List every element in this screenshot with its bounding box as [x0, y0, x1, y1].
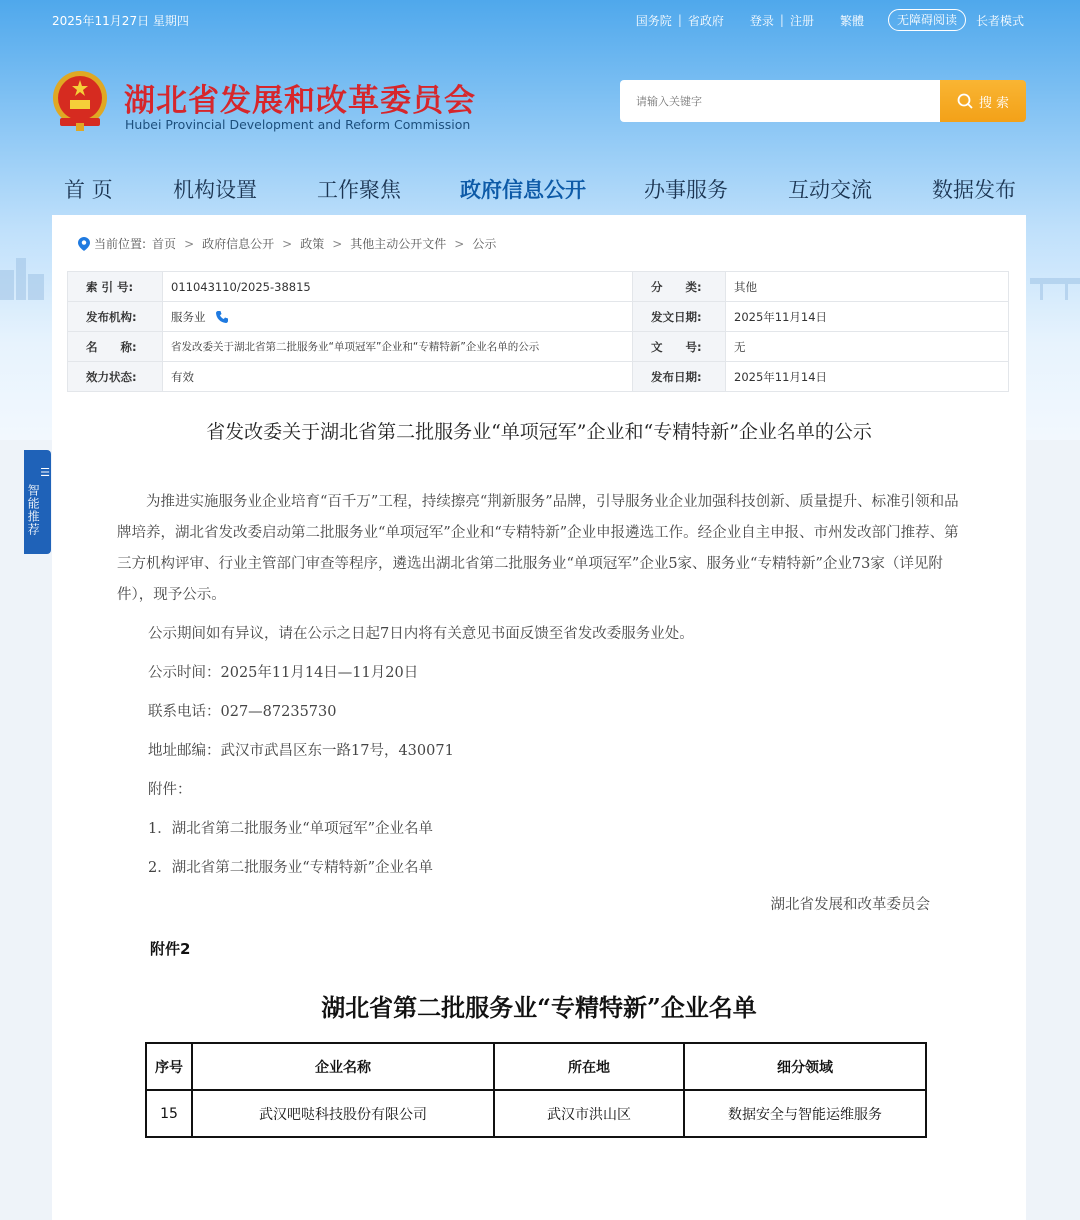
site-title-english: Hubei Provincial Development and Reform Commission	[125, 117, 471, 132]
divider: |	[779, 13, 784, 27]
nav-home[interactable]: 首 页	[64, 178, 113, 202]
attachment-title: 湖北省第二批服务业“专精特新”企业名单	[321, 993, 757, 1022]
attachment-link-2[interactable]: 2．湖北省第二批服务业“专精特新”企业名单	[148, 860, 434, 876]
breadcrumb-home[interactable]: 首页	[152, 237, 177, 251]
search-icon	[957, 93, 973, 109]
nav-work-focus[interactable]: 工作聚焦	[317, 178, 401, 202]
cell-location: 武汉市洪山区	[494, 1090, 684, 1137]
nav-data-release[interactable]: 数据发布	[932, 178, 1016, 202]
table-header-row	[146, 1043, 926, 1090]
menu-icon: ☰	[40, 466, 51, 479]
meta-pub-date-value: 2025年11月14日	[726, 362, 1009, 392]
meta-index-label: 索 引 号:	[68, 272, 163, 302]
table-row	[146, 1090, 926, 1137]
document-title: 省发改委关于湖北省第二批服务业“单项冠军”企业和“专精特新”企业名单的公示	[206, 421, 872, 443]
meta-index-value: 011043110/2025-38815	[163, 272, 633, 302]
current-date: 2025年11月27日 星期四	[52, 14, 189, 28]
breadcrumb	[78, 235, 496, 252]
col-header-no: 序号	[146, 1043, 192, 1090]
elder-mode-link[interactable]: 长者模式	[975, 13, 1024, 28]
location-pin-icon	[78, 237, 90, 251]
breadcrumb-gov-info[interactable]: 政府信息公开	[202, 237, 275, 251]
smart-recommend-label: 智能推荐	[26, 484, 41, 536]
site-title[interactable]: 湖北省发展和改革委员会	[124, 83, 476, 119]
link-state-council[interactable]: 国务院	[635, 13, 672, 28]
meta-status-value: 有效	[163, 362, 633, 392]
nav-interaction[interactable]: 互动交流	[788, 178, 872, 202]
breadcrumb-other-files[interactable]: 其他主动公开文件	[350, 237, 447, 251]
breadcrumb-policy[interactable]: 政策	[300, 237, 325, 251]
document-body	[117, 487, 962, 884]
col-header-location: 所在地	[494, 1043, 684, 1090]
register-link[interactable]: 注册	[789, 13, 814, 28]
meta-name-label: 名 称:	[68, 332, 163, 362]
nav-gov-info[interactable]: 政府信息公开	[460, 178, 586, 202]
breadcrumb-separator: >	[184, 236, 195, 251]
smart-recommend-tab[interactable]	[24, 450, 51, 554]
search-input[interactable]	[620, 80, 940, 122]
meta-doc-no-label: 文 号:	[633, 332, 726, 362]
col-header-field: 细分领域	[684, 1043, 926, 1090]
search-button-label: 搜 索	[978, 95, 1010, 111]
enterprise-list-table	[145, 1042, 927, 1138]
national-emblem-icon	[50, 68, 110, 132]
login-link[interactable]: 登录	[749, 13, 774, 28]
accessibility-button[interactable]: 无障碍阅读	[888, 9, 966, 31]
phone-icon[interactable]	[215, 310, 229, 324]
meta-category-value: 其他	[726, 272, 1009, 302]
document-meta-table	[67, 271, 1009, 392]
attachment-link-1[interactable]: 1．湖北省第二批服务业“单项冠军”企业名单	[148, 821, 434, 837]
cell-no: 15	[146, 1090, 192, 1137]
cell-field: 数据安全与智能运维服务	[684, 1090, 926, 1137]
contact-phone: 联系电话：027—87235730	[148, 704, 337, 720]
traditional-chinese-link[interactable]: 繁體	[839, 13, 864, 28]
meta-doc-date-value: 2025年11月14日	[726, 302, 1009, 332]
meta-category-label: 分 类:	[633, 272, 726, 302]
paragraph-intro: 为推进实施服务业企业培育“百千万”工程，持续擦亮“荆新服务”品牌，引导服务业企业加强科技创新、质量提升、标准引领和品牌培养，湖北省发改委启动第二批服务业“单项冠军”企业和“专精特新”企业申报遴选工作。经企业自主申报、市州发改部门推荐、第三方机构评审、行业主管部门审查等程序，遴选出湖北省第二批服务业“单项冠军”企业5家、服务业“专精特新”企业73家（详见附件），现予公示。	[117, 494, 959, 603]
col-header-company: 企业名称	[192, 1043, 494, 1090]
divider: |	[677, 13, 682, 27]
meta-org-label: 发布机构:	[68, 302, 163, 332]
meta-doc-no-value: 无	[726, 332, 1009, 362]
attachment-label: 附件2	[150, 940, 191, 958]
attachments-heading: 附件：	[148, 782, 192, 798]
nav-organization[interactable]: 机构设置	[173, 178, 257, 202]
meta-org-cell	[163, 302, 633, 332]
meta-org-value: 服务业	[171, 309, 206, 324]
meta-name-value: 省发改委关于湖北省第二批服务业“单项冠军”企业和“专精特新”企业名单的公示	[163, 332, 633, 362]
link-provincial-gov[interactable]: 省政府	[687, 13, 724, 28]
top-links	[636, 9, 1024, 31]
meta-pub-date-label: 发布日期:	[633, 362, 726, 392]
search-bar	[620, 80, 1026, 122]
paragraph-objection: 公示期间如有异议，请在公示之日起7日内将有关意见书面反馈至省发改委服务业处。	[148, 626, 694, 642]
breadcrumb-separator: >	[454, 236, 465, 251]
nav-services[interactable]: 办事服务	[644, 178, 728, 202]
breadcrumb-notice[interactable]: 公示	[472, 237, 497, 251]
contact-address: 地址邮编：武汉市武昌区东一路17号，430071	[148, 743, 454, 759]
breadcrumb-prefix: 当前位置:	[94, 237, 147, 251]
content-panel	[52, 215, 1026, 1220]
meta-doc-date-label: 发文日期:	[633, 302, 726, 332]
breadcrumb-separator: >	[332, 236, 343, 251]
search-button[interactable]	[940, 80, 1026, 122]
notice-period: 公示时间：2025年11月14日—11月20日	[148, 665, 419, 681]
meta-status-label: 效力状态:	[68, 362, 163, 392]
breadcrumb-separator: >	[282, 236, 293, 251]
signature: 湖北省发展和改革委员会	[770, 897, 930, 913]
top-bar	[0, 0, 1080, 40]
cell-company: 武汉吧哒科技股份有限公司	[192, 1090, 494, 1137]
main-nav	[52, 174, 1026, 214]
